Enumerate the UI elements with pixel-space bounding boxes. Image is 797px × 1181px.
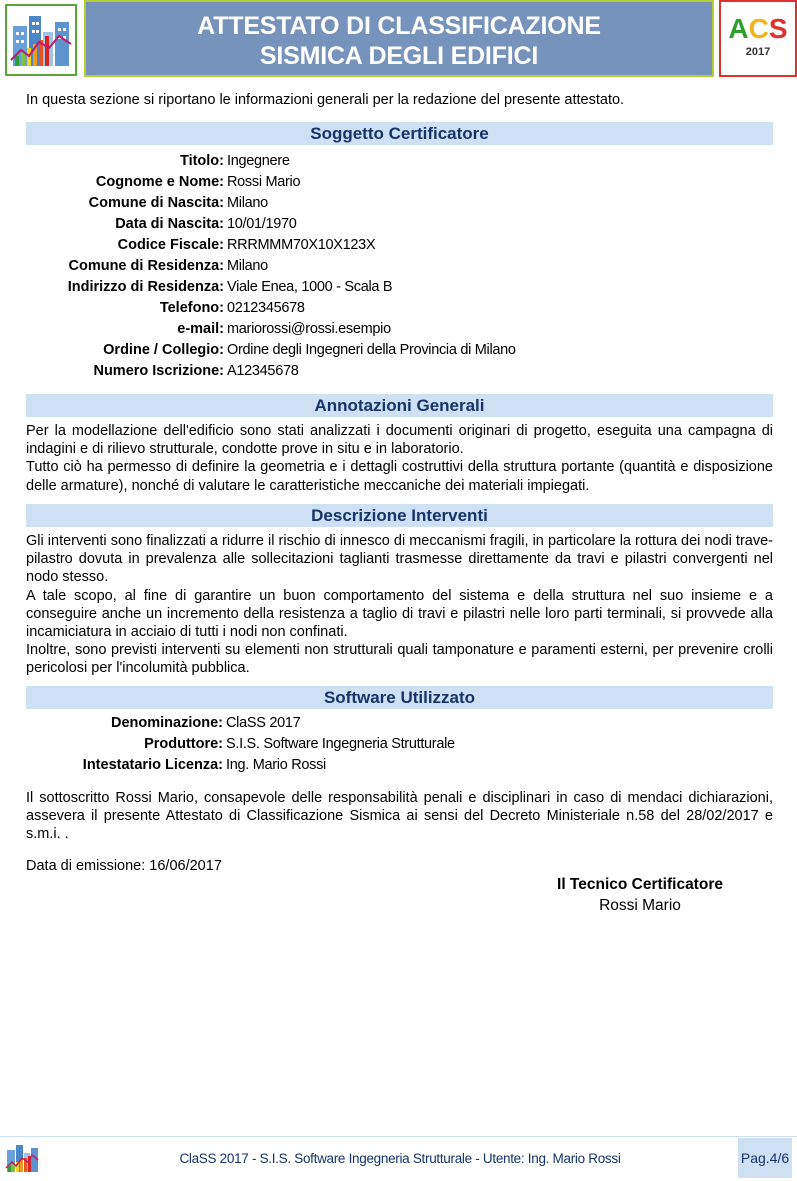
document-title xyxy=(84,0,714,77)
detail-label: Intestatario Licenza: xyxy=(82,757,223,773)
acs-letter-c: C xyxy=(748,13,769,44)
detail-row xyxy=(0,172,797,193)
title-line-2: SISMICA DEGLI EDIFICI xyxy=(259,42,539,70)
detail-value: 10/01/1970 xyxy=(227,216,297,232)
paragraph: Per la modellazione dell'edificio sono stati analizzati i documenti originari di progetto, eseguita una campagna di indagini e di rilievo strutturale, condotte prove in situ e in laboratorio. xyxy=(26,423,773,458)
section-software-heading: Software Utilizzato xyxy=(26,686,773,709)
detail-row xyxy=(0,713,797,734)
paragraph: A tale scopo, al fine di garantire un buon comportamento del sistema e della struttura nel suo insieme e a conseguire anche un incremento della resistenza a taglio di travi e pilastri nelle loro parti terminali, si provvede alla incamiciatura in acciaio di tutti i nodi non confinati. xyxy=(26,587,773,641)
detail-value: mariorossi@rossi.esempio xyxy=(227,321,391,337)
detail-label: Codice Fiscale: xyxy=(117,237,224,253)
detail-label: Telefono: xyxy=(159,300,224,316)
acs-year: 2017 xyxy=(745,46,771,58)
detail-row xyxy=(0,734,797,755)
title-line-1: ATTESTATO DI CLASSIFICAZIONE xyxy=(197,12,601,40)
acs-badge xyxy=(719,0,797,77)
detail-value: Ing. Mario Rossi xyxy=(226,757,326,773)
detail-value: Milano xyxy=(227,195,268,211)
app-logo xyxy=(5,4,77,76)
annotazioni-text xyxy=(26,422,773,495)
detail-label: Numero Iscrizione: xyxy=(93,363,224,379)
detail-row xyxy=(0,319,797,340)
paragraph: Inoltre, sono previsti interventi su elementi non strutturali quali tamponature e paramenti esterni, per prevenire crolli pericolosi per l'incolumità pubblica. xyxy=(26,642,773,677)
detail-row xyxy=(0,755,797,776)
detail-value: Ingegnere xyxy=(227,153,290,169)
detail-label: Cognome e Nome: xyxy=(95,174,224,190)
declaration-text xyxy=(26,789,773,844)
soggetto-details xyxy=(0,151,797,382)
detail-value: Ordine degli Ingegneri della Provincia di Milano xyxy=(227,342,516,358)
page-number: Pag.4/6 xyxy=(738,1138,792,1178)
detail-row xyxy=(0,193,797,214)
footer-logo xyxy=(4,1140,40,1176)
section-annotazioni-heading: Annotazioni Generali xyxy=(26,394,773,417)
detail-value: RRRMMM70X10X123X xyxy=(227,237,376,253)
issue-date: Data di emissione: 16/06/2017 xyxy=(26,858,222,874)
detail-value: Viale Enea, 1000 - Scala B xyxy=(227,279,393,295)
detail-label: Produttore: xyxy=(144,736,223,752)
detail-label: Comune di Nascita: xyxy=(88,195,224,211)
detail-value: Milano xyxy=(227,258,268,274)
detail-row xyxy=(0,340,797,361)
detail-label: Titolo: xyxy=(179,153,224,169)
detail-label: e-mail: xyxy=(177,321,224,337)
detail-value: S.I.S. Software Ingegneria Strutturale xyxy=(226,736,455,752)
paragraph: Tutto ciò ha permesso di definire la geometria e i dettagli costruttivi della struttura portante (quantità e disposizione delle armature), nonché di valutare le caratteristiche meccaniche dei materiali impiegati. xyxy=(26,459,773,494)
detail-label: Indirizzo di Residenza: xyxy=(67,279,224,295)
building-chart-icon xyxy=(7,6,75,74)
intro-text: In questa sezione si riportano le informazioni generali per la redazione del presente attestato. xyxy=(26,92,625,108)
detail-row xyxy=(0,256,797,277)
detail-row xyxy=(0,298,797,319)
detail-label: Ordine / Collegio: xyxy=(103,342,224,358)
detail-value: ClaSS 2017 xyxy=(226,715,301,731)
detail-value: 0212345678 xyxy=(227,300,305,316)
declaration-paragraph: Il sottoscritto Rossi Mario, consapevole delle responsabilità penali e disciplinari in caso di mendaci dichiarazioni, assevera il presente Attestato di Classificazione Sismica ai sensi del Decreto Ministeriale n.58 del 28/02/2017 e s.m.i. . xyxy=(26,790,773,843)
detail-value: Rossi Mario xyxy=(227,174,301,190)
signature-title: Il Tecnico Certificatore xyxy=(557,876,723,893)
detail-row xyxy=(0,361,797,382)
detail-label: Denominazione: xyxy=(111,715,223,731)
detail-label: Data di Nascita: xyxy=(115,216,224,232)
section-interventi-heading: Descrizione Interventi xyxy=(26,504,773,527)
detail-value: A12345678 xyxy=(227,363,299,379)
signature-name: Rossi Mario xyxy=(599,897,681,914)
footer-divider xyxy=(0,1136,797,1137)
software-details xyxy=(0,713,797,776)
acs-letter-a: A xyxy=(728,13,749,44)
section-soggetto-heading: Soggetto Certificatore xyxy=(26,122,773,145)
paragraph: Gli interventi sono finalizzati a ridurre il rischio di innesco di meccanismi fragili, in particolare la rottura dei nodi trave-pilastro dovuta in prevalenza alle sollecitazioni taglianti trasmesse direttamente da travi e pilastri convergenti nel nodo stesso. xyxy=(26,533,773,586)
interventi-text xyxy=(26,532,773,678)
detail-row xyxy=(0,151,797,172)
detail-label: Comune di Residenza: xyxy=(68,258,224,274)
detail-row xyxy=(0,277,797,298)
footer-text: ClaSS 2017 - S.I.S. Software Ingegneria Strutturale - Utente: Ing. Mario Rossi xyxy=(179,1151,621,1166)
acs-letters xyxy=(721,14,795,44)
detail-row xyxy=(0,235,797,256)
detail-row xyxy=(0,214,797,235)
building-chart-icon xyxy=(4,1140,40,1176)
acs-letter-s: S xyxy=(768,13,788,44)
